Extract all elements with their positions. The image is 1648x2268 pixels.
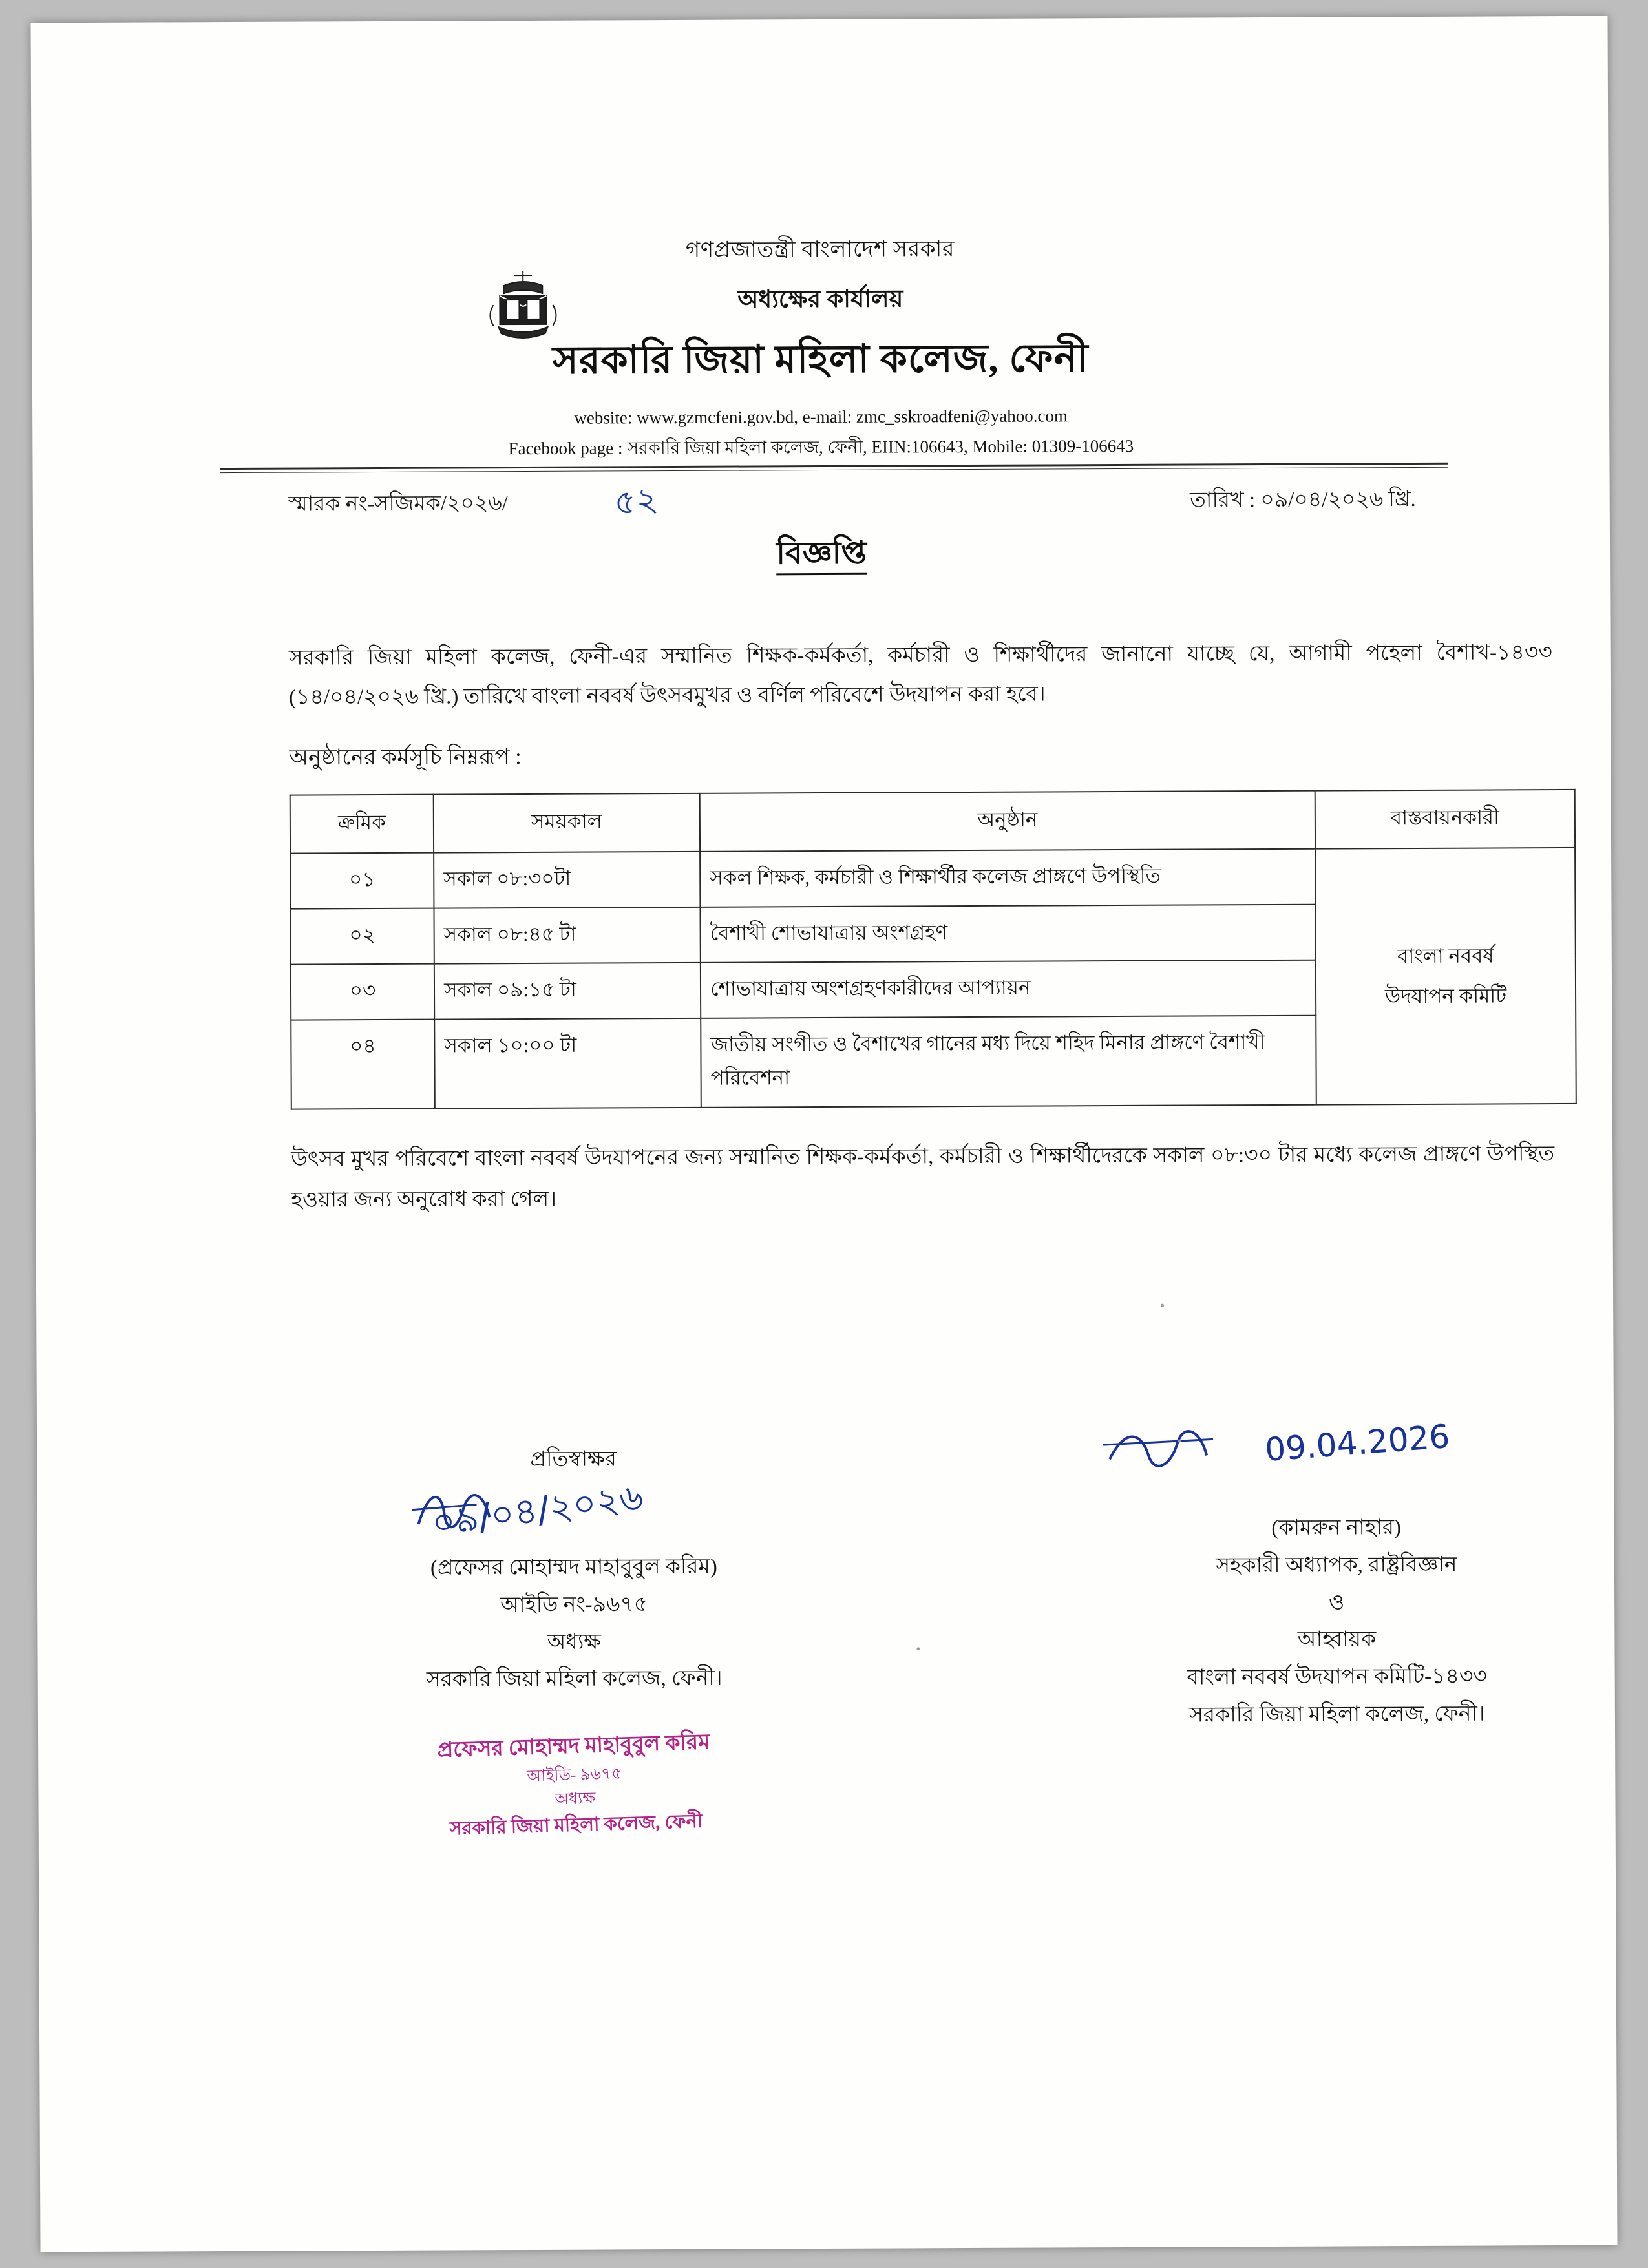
document-page [30, 16, 1617, 2252]
row-time: সকাল ০৯:১৫ টা [434, 963, 701, 1020]
stamp-line-3: অধ্যক্ষ [555, 1789, 597, 1809]
memo-row [33, 479, 1610, 523]
signature-area [37, 1417, 1614, 1840]
college-emblem-icon [484, 266, 562, 351]
row-serial: ০১ [290, 853, 434, 909]
row-time: সকাল ০৮:৪৫ টা [434, 907, 700, 964]
signature-date-left: ০৯/০৪/২০২৬ [429, 1476, 646, 1545]
row-event: জাতীয় সংগীত ও বৈশাখের গানের মধ্য দিয়ে শহিদ মিনার প্রাঙ্গণে বৈশাখী পরিবেশনা [701, 1016, 1316, 1108]
memo-number-handwritten: ৫২ [612, 479, 660, 523]
contact-line-2: Facebook page : সরকারি জিয়া মহিলা কলেজ, ফেনী, EIIN:106643, Mobile: 01309-106643 [508, 436, 1134, 459]
document-title [33, 527, 1610, 585]
signatory-designation-right: সহকারী অধ্যাপক, রাষ্ট্রবিজ্ঞান [1216, 1553, 1457, 1578]
intro-paragraph: সরকারি জিয়া মহিলা কলেজ, ফেনী-এর সম্মানিত শিক্ষক-কর্মকর্তা, কর্মচারী ও শিক্ষার্থীদের জানানো যাচ্ছে যে, আগামী পহেলা বৈশাখ-১৪৩৩ (১৪/০৪/২০২৬ খ্রি.) তারিখে বাংলা নববর্ষ উৎসবমুখর ও বর্ণিল পরিবেশে উদযাপন করা হবে। [288, 641, 1552, 709]
table-row [290, 848, 1575, 909]
table-header-event: অনুষ্ঠান [700, 791, 1315, 852]
letterhead [30, 16, 1609, 467]
row-time: সকাল ০৮:৩০টা [434, 852, 700, 908]
signatory-designation-left: অধ্যক্ষ [547, 1630, 602, 1654]
stamp-line-4: সরকারি জিয়া মহিলা কলেজ, ফেনী [449, 1811, 703, 1840]
signatory-role-right: আহ্বায়ক [1297, 1628, 1377, 1652]
signatory-committee-right: বাংলা নববর্ষ উদযাপন কমিটি-১৪৩৩ [1187, 1664, 1487, 1690]
page-speck [916, 1647, 920, 1650]
schedule-subheading: অনুষ্ঠানের কর্মসূচি নিম্নরূপ : [289, 745, 522, 770]
table-header-implementer: বাস্তবায়নকারী [1315, 790, 1575, 849]
college-name: সরকারি জিয়া মহিলা কলেজ, ফেনী [552, 337, 1089, 382]
implementer-line-1: বাংলা নববর্ষ [1397, 944, 1494, 968]
signature-block-right [1058, 1417, 1615, 1735]
schedule-table [290, 789, 1577, 1110]
signatory-institution-left: সরকারি জিয়া মহিলা কলেজ, ফেনী। [426, 1666, 723, 1692]
memo-date: তারিখ : ০৯/০৪/২০২৬ খ্রি. [1189, 487, 1416, 512]
table-header-serial: ক্রমিক [290, 795, 434, 854]
page-inner [30, 16, 1617, 2252]
contact-line-1: website: www.gzmcfeni.gov.bd, e-mail: zmc_sskroadfeni@yahoo.com [574, 406, 1068, 428]
row-event: বৈশাখী শোভাযাত্রায় অংশগ্রহণ [700, 905, 1315, 963]
office-line: অধ্যক্ষের কার্যালয় [737, 286, 903, 313]
row-serial: ০৩ [291, 964, 434, 1020]
document-body [289, 633, 1555, 1221]
signatory-id-left: আইডি নং-৯৬৭৫ [500, 1592, 648, 1617]
row-serial: ০৪ [291, 1020, 435, 1109]
counter-signature-label: প্রতিস্বাক্ষর [530, 1447, 617, 1471]
row-time: সকাল ১০:০০ টা [434, 1018, 701, 1109]
signature-block-left [315, 1441, 834, 1840]
document-title-text: বিজ্ঞপ্তি [776, 536, 867, 576]
signature-date-right: 09.04.2026 [1263, 1417, 1452, 1469]
official-stamp [315, 1723, 835, 1847]
row-event: সকল শিক্ষক, কর্মচারী ও শিক্ষার্থীর কলেজ প্রাঙ্গণে উপস্থিতি [700, 849, 1315, 907]
government-line: গণপ্রজাতন্ত্রী বাংলাদেশ সরকার [685, 237, 955, 262]
memo-number-label: স্মারক নং-সজিমক/২০২৬/ [288, 492, 509, 516]
closing-paragraph: উৎসব মুখর পরিবেশে বাংলা নববর্ষ উদযাপনের জন্য সম্মানিত শিক্ষক-কর্মকর্তা, কর্মচারী ও শিক্ষার্থীদেরকে সকাল ০৮:৩০ টার মধ্যে কলেজ প্রাঙ্গণে উপস্থিত হওয়ার জন্য অনুরোধ করা গেল। [291, 1142, 1555, 1212]
signature-ink-left [315, 1477, 832, 1550]
signatory-institution-right: সরকারি জিয়া মহিলা কলেজ, ফেনী। [1189, 1702, 1485, 1727]
page-speck [1178, 1440, 1181, 1443]
implementer-line-2: উদযাপন কমিটি [1384, 984, 1507, 1008]
row-implementer [1315, 848, 1576, 1105]
stamp-line-2: আইডি- ৯৬৭৫ [526, 1764, 622, 1785]
table-header-row [290, 790, 1575, 854]
table-header-time: সময়কাল [434, 793, 700, 853]
row-event: শোভাযাত্রায় অংশগ্রহণকারীদের আপ্যায়ন [701, 960, 1316, 1018]
signatory-name-left: (প্রফেসর মোহাম্মদ মাহাবুবুল করিম) [430, 1555, 717, 1580]
signatory-name-right: (কামরুন নাহার) [1271, 1516, 1402, 1540]
page-speck [1161, 1304, 1164, 1307]
row-serial: ০২ [290, 908, 434, 965]
signatory-conjunction-right: ও [1328, 1590, 1345, 1615]
signature-ink-right [1058, 1417, 1614, 1511]
stamp-line-1: প্রফেসর মোহাম্মদ মাহাবুবুল করিম [437, 1730, 710, 1763]
